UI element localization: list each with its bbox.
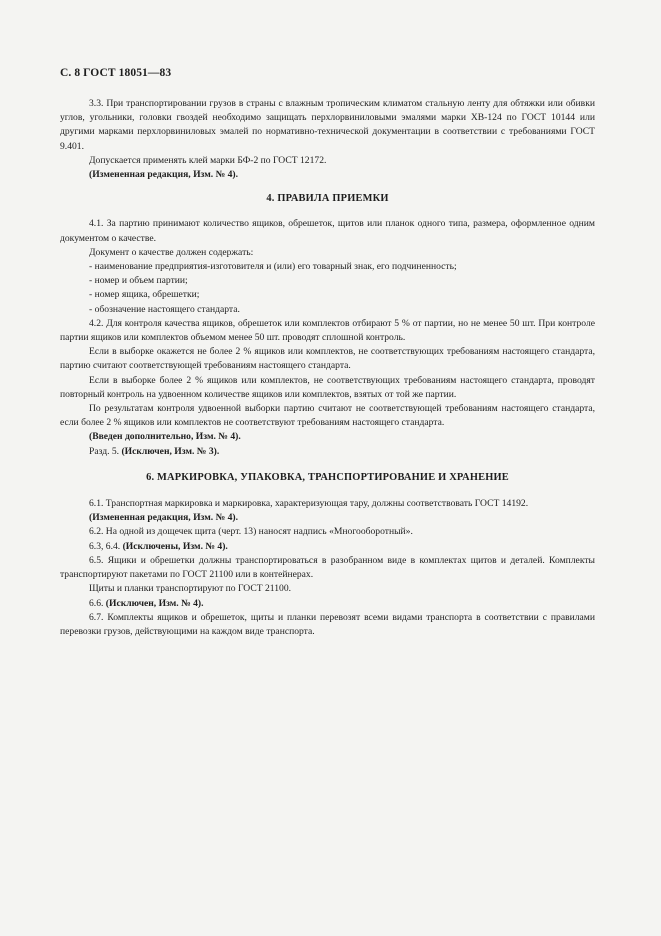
paragraph-3-3: 3.3. При транспортировании грузов в страны с влажным тропическим климатом стальную ленту для обтяжки или обивки углов, угольники, головки гвоздей необходимо защищать перхлорвиниловыми эмалями марки ХВ-124 по ГОСТ 10144 или другими марками перхлорвиниловых эмалей по нормативно-технической документации в соответствии с требованиями ГОСТ 9.401. (60, 98, 595, 152)
page-header: С. 8 ГОСТ 18051—83 (60, 67, 172, 79)
section-5-label: Разд. 5. (89, 445, 122, 457)
paragraph-6-5-b: Щиты и планки транспортируют по ГОСТ 21100. (89, 583, 292, 595)
paragraph-4-1-document: Документ о качестве должен содержать: (89, 246, 254, 258)
paragraph-6-5: 6.5. Ящики и обрешетки должны транспортироваться в разобранном виде в комплектах щитов и деталей. Комплекты транспортируют пакетами по ГОСТ 21100 или в контейнерах. (60, 554, 595, 581)
paragraph-6-7: 6.7. Комплекты ящиков и обрешеток, щиты и планки перевозят всеми видами транспорта в соответствии с правилами перевозки грузов, действующими на каждом виде транспорта. (60, 611, 595, 637)
list-item: - обозначение настоящего стандарта. (89, 303, 240, 315)
section-heading-acceptance: 4. ПРАВИЛА ПРИЕМКИ (266, 193, 389, 205)
list-item: - номер и объем партии; (89, 275, 188, 287)
document-body (60, 97, 595, 639)
list-item: - номер ящика, обрешетки; (89, 289, 200, 301)
amendment-note: (Измененная редакция, Изм. № 4). (89, 512, 239, 524)
paragraph-3-3-glue: Допускается применять клей марки БФ-2 по ГОСТ 12172. (89, 154, 327, 166)
paragraph-4-2-d: По результатам контроля удвоенной выборки партию считают не соответствующей требованиям настоящего стандарта, если более 2 % ящиков или комплектов не соответствуют требованиям настоящего стандарта. (60, 403, 595, 429)
paragraph-4-2: 4.2. Для контроля качества ящиков, обрешеток или комплектов отбирают 5 % от партии, но не менее 50 шт. При контроле партии ящиков или комплектов объемом менее 50 шт. проводят сплошной контроль. (60, 317, 595, 344)
paragraph-4-2-c: Если в выборке более 2 % ящиков или комплектов, не соответствующих требованиям настоящего стандарта, проводят повторный контроль на удвоенном количестве ящиков или комплектов, взятых от той же партии. (60, 374, 595, 400)
clause-label: 6.6. (89, 597, 106, 609)
paragraph-6-1: 6.1. Транспортная маркировка и маркировка, характеризующая тару, должны соответствовать ГОСТ 14192. (89, 498, 529, 510)
paragraph-4-2-b: Если в выборке окажется не более 2 % ящиков или комплектов, не соответствующих требованиям настоящего стандарта, партию считают соответствующей требованиям настоящего стандарта. (60, 346, 595, 372)
amendment-note: (Исключены, Изм. № 4). (122, 540, 228, 552)
clause-label: 6.3, 6.4. (89, 540, 123, 552)
section-heading-marking: 6. МАРКИРОВКА, УПАКОВКА, ТРАНСПОРТИРОВАНИЕ И ХРАНЕНИЕ (146, 471, 509, 483)
list-item: - наименование предприятия-изготовителя и (или) его товарный знак, его подчиненность; (89, 261, 457, 273)
paragraph-6-2: 6.2. На одной из дощечек щита (черт. 13) наносят надпись «Многооборотный». (89, 526, 413, 538)
paragraph-6-3-6-4 (60, 540, 595, 554)
amendment-note: (Введен дополнительно, Изм. № 4). (89, 431, 241, 443)
section-5-note (60, 445, 595, 459)
paragraph-4-1: 4.1. За партию принимают количество ящиков, обрешеток, щитов или планок одного типа, размера, оформленное одним документом о качестве. (60, 218, 595, 244)
amendment-note: (Исключен, Изм. № 3). (121, 445, 220, 457)
amendment-note: (Измененная редакция, Изм. № 4). (89, 169, 239, 181)
amendment-note: (Исключен, Изм. № 4). (105, 597, 204, 609)
paragraph-6-6 (60, 597, 595, 611)
